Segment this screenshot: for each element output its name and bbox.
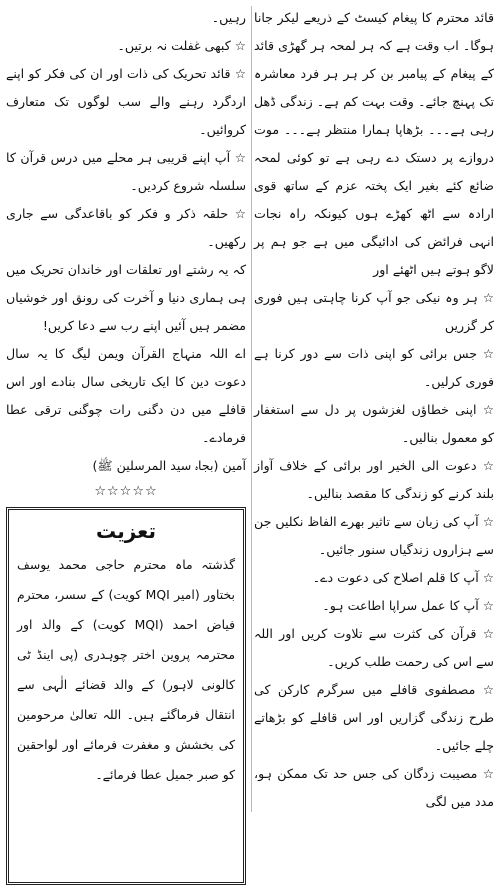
- bullet-2: ☆ جس برائی کو اپنی ذات سے دور کرنا ہے فوری کرلیں۔: [254, 346, 494, 389]
- bullet-1: ☆ ہر وہ نیکی جو آپ کرنا چاہتی ہیں فوری کر گزریں: [254, 290, 494, 333]
- bullet-9: ☆ مصطفوی قافلے میں سرگرم کارکن کی طرح زندگی گزاریں اور اس قافلے کو بڑھاتے چلے جائیں۔: [254, 682, 494, 753]
- bullet-3: ☆ اپنی خطاؤں لغزشوں پر دل سے استغفار کو معمول بنالیں۔: [254, 402, 494, 445]
- condolence-title: تعزیت: [96, 519, 156, 543]
- bullet-13: ☆ آپ اپنے قریبی ہر محلے میں درس قرآن کا سلسلہ شروع کردیں۔: [6, 150, 246, 193]
- right-column: [254, 4, 494, 816]
- bullet-11: ☆ کبھی غفلت نہ برتیں۔: [117, 38, 246, 53]
- intro-paragraph: قائد محترم کا پیغام کیسٹ کے ذریعے لیکر جانا ہوگا۔ اب وقت ہے کہ ہر لمحہ ہر گھڑی قائد کے پیغام کے پیامبر بن کر ہر ہر فرد معاشرہ تک پہنچ جائے۔ وقت بہت کم ہے۔ زندگی ڈھل رہی ہے۔۔۔ بڑھاپا ہمارا منتظر ہے۔۔۔ موت دروازے پر دستک دے رہی ہے تو کوئی لمحہ ضائع کئے بغیر ایک پختہ عزم کے ساتھ قوی ارادہ سے اٹھ کھڑے ہوں کیونکہ راہ نجات انہی فرائض کی ادائیگی میں ہے جو ہم پر لاگو ہوتے ہیں اٹھئے اور: [254, 10, 494, 277]
- star-separator: ☆☆☆☆☆: [94, 484, 158, 499]
- ameen-line: آمین (بجاہ سید المرسلین ﷺ): [92, 458, 246, 473]
- prayer-paragraph: اے اللہ منہاج القرآن ویمن لیگ کا یہ سال دعوت دین کا ایک تاریخی سال بنادے اور اس قافلے میں دن دگنی رات چوگنی ترقی عطا فرمادے۔: [6, 346, 246, 445]
- bullet-6: ☆ آپ کا قلم اصلاح کی دعوت دے۔: [312, 570, 494, 585]
- bullet-8: ☆ قرآن کی کثرت سے تلاوت کریں اور اللہ سے اس کی رحمت طلب کریں۔: [254, 626, 494, 669]
- bullet-7: ☆ آپ کا عمل سراپا اطاعت ہو۔: [322, 598, 494, 613]
- bullet-4: ☆ دعوت الی الخیر اور برائی کے خلاف آواز بلند کرنے کو زندگی کا مقصد بنالیں۔: [254, 458, 494, 501]
- left-column: [6, 4, 246, 885]
- bullet-14: ☆ حلقہ ذکر و فکر کو باقاعدگی سے جاری رکھیں۔: [6, 206, 246, 249]
- bullet-10: ☆ مصیبت زدگان کی جس حد تک ممکن ہو، مدد میں لگی: [254, 766, 494, 809]
- condolence-body: گذشتہ ماہ محترم حاجی محمد یوسف بختاور (امیر MQI کویت) کے سسر، محترم فیاض احمد (MQI کویت) کے والد اور محترمہ پروین اختر چوہدری (پی اینڈ ٹی کالونی لاہور) کے والد قضائے الٰہی سے انتقال فرماگئے ہیں۔ اللہ تعالیٰ مرحومین کی بخشش و مغفرت فرمائے اور لواحقین کو صبر جمیل عطا فرمائے۔: [17, 557, 236, 782]
- column-divider: [251, 6, 252, 812]
- bullet-12: ☆ قائد تحریک کی ذات اور ان کی فکر کو اپنے اردگرد رہنے والے سب لوگوں تک متعارف کروائیں۔: [6, 66, 246, 137]
- continuation-text: رہیں۔: [211, 10, 246, 25]
- condolence-box: [6, 507, 246, 885]
- bullet-5: ☆ آپ کی زبان سے تاثیر بھرے الفاظ نکلیں جن سے ہزاروں زندگیاں سنور جائیں۔: [254, 514, 494, 557]
- closing-paragraph: کہ یہ رشتے اور تعلقات اور خاندان تحریک میں ہی ہماری دنیا و آخرت کی رونق اور خوشیاں مضمر ہیں آئیں اپنے رب سے دعا کریں!: [6, 262, 246, 333]
